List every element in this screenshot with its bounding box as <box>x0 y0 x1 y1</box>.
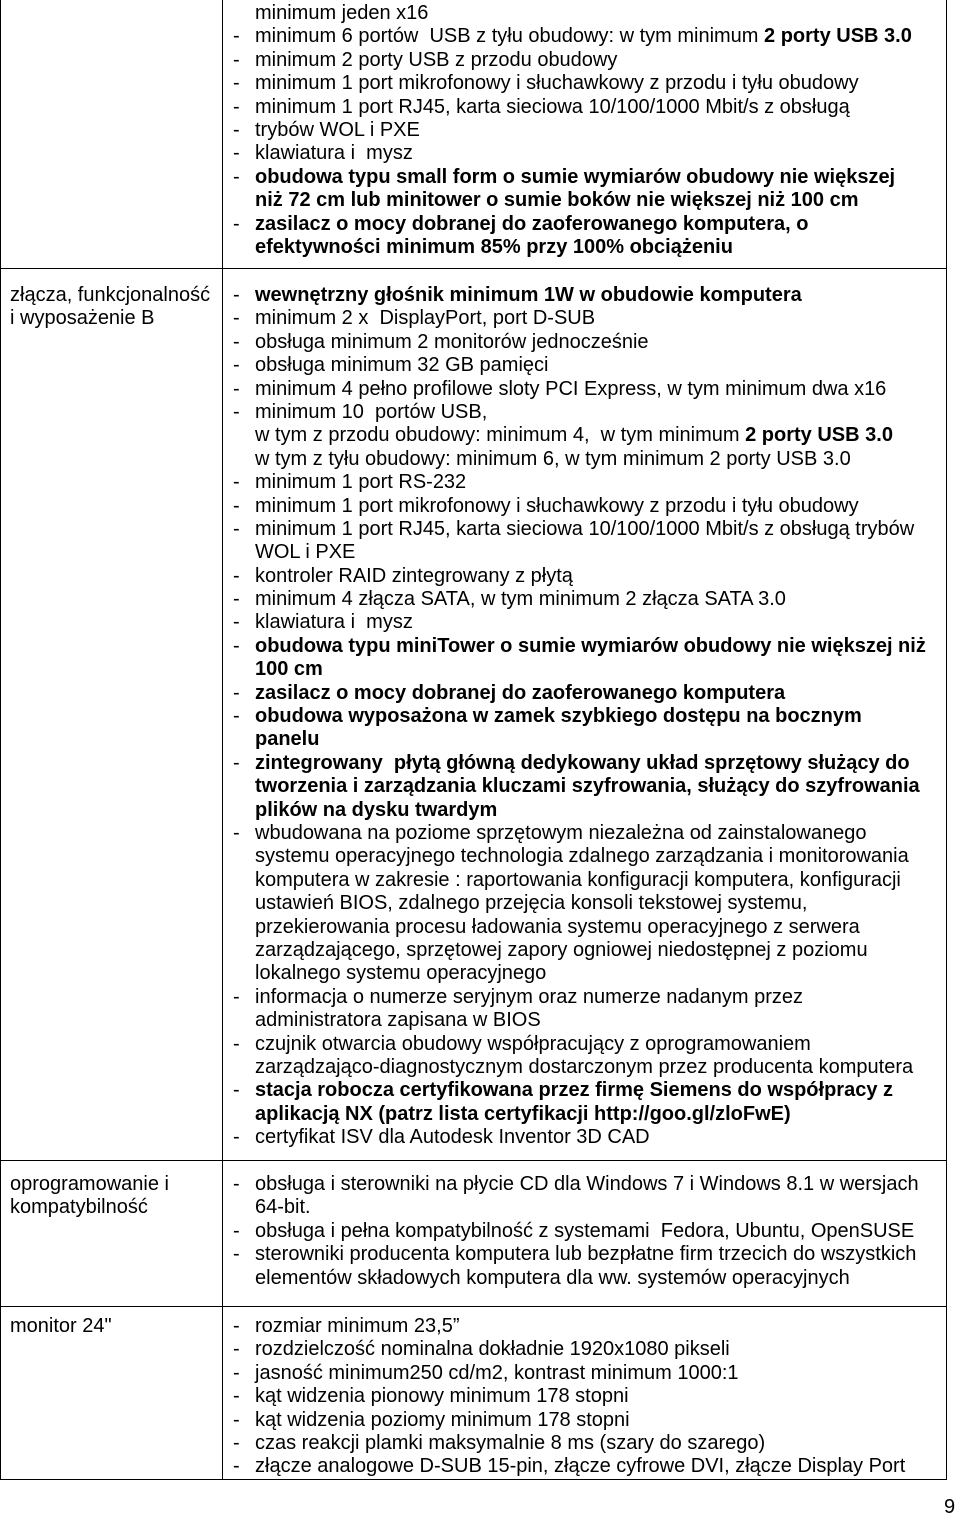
list-dash: - <box>233 1173 240 1195</box>
spec-line: w tym z tyłu obudowy: minimum 6, w tym minimum 2 porty USB 3.0 <box>255 447 851 470</box>
list-dash: - <box>233 72 240 95</box>
list-dash: - <box>233 1032 240 1055</box>
spec-line: minimum 10 portów USB, <box>255 400 488 423</box>
spec-item <box>223 471 946 494</box>
list-dash: - <box>233 611 240 634</box>
spec-line: trybów WOL i PXE <box>255 118 420 141</box>
spec-item <box>223 986 946 1033</box>
spec-item <box>223 331 946 354</box>
spec-item <box>223 1455 946 1478</box>
list-dash: - <box>233 471 240 494</box>
list-dash: - <box>233 1219 240 1242</box>
list-dash: - <box>233 212 240 235</box>
spec-line: rozdzielczość nominalna dokładnie 1920x1080 pikseli <box>255 1338 730 1361</box>
spec-item <box>223 378 946 401</box>
spec-item <box>223 25 946 48</box>
list-dash: - <box>233 307 240 330</box>
row-label <box>1 0 223 268</box>
list-dash: - <box>233 1126 240 1149</box>
list-dash: - <box>233 284 240 306</box>
spec-item <box>223 49 946 72</box>
list-dash: - <box>233 1385 240 1408</box>
list-dash: - <box>233 165 240 188</box>
spec-text: w tym z przodu obudowy: minimum 4, w tym minimum <box>255 424 746 447</box>
spec-line: klawiatura i mysz <box>255 142 413 165</box>
spec-line: komputera w zakresie : raportowania konfiguracji komputera, konfiguracji <box>255 868 901 891</box>
list-dash: - <box>233 400 240 423</box>
spec-line: plików na dysku twardym <box>255 798 498 821</box>
list-dash: - <box>233 142 240 165</box>
spec-item <box>223 96 946 119</box>
row-label-line: i wyposażenie B <box>10 307 155 330</box>
list-dash: - <box>233 1431 240 1454</box>
list-dash: - <box>233 564 240 587</box>
spec-list <box>223 1161 946 1306</box>
spec-item <box>223 1315 946 1338</box>
spec-item <box>223 495 946 518</box>
spec-item <box>223 588 946 611</box>
spec-line: wewnętrzny głośnik minimum 1W w obudowie komputera <box>255 284 802 306</box>
spec-item <box>223 2 946 25</box>
list-dash: - <box>233 1243 240 1266</box>
spec-line: wbudowana na poziome sprzętowym niezależna od zainstalowanego <box>255 821 867 844</box>
spec-text-bold: 2 porty USB 3.0 <box>764 25 912 48</box>
spec-line: minimum 1 port RS-232 <box>255 471 467 494</box>
spec-line: minimum 2 x DisplayPort, port D-SUB <box>255 307 596 330</box>
spec-line: minimum 2 porty USB z przodu obudowy <box>255 48 618 71</box>
spec-item <box>223 119 946 142</box>
spec-row <box>0 0 947 269</box>
spec-item <box>223 705 946 752</box>
list-dash: - <box>233 377 240 400</box>
spec-line: minimum 1 port RJ45, karta sieciowa 10/100/1000 Mbit/s z obsługą <box>255 95 850 118</box>
spec-item <box>223 682 946 705</box>
spec-line: stacja robocza certyfikowana przez firmę Siemens do współpracy z <box>255 1079 893 1102</box>
spec-line: efektywności minimum 85% przy 100% obciążeniu <box>255 235 733 258</box>
list-dash: - <box>233 588 240 611</box>
spec-line: minimum 4 złącza SATA, w tym minimum 2 złącza SATA 3.0 <box>255 588 786 611</box>
row-label-line: oprogramowanie i <box>10 1173 169 1195</box>
row-label <box>1 1161 223 1306</box>
spec-row <box>0 1307 947 1480</box>
list-dash: - <box>233 95 240 118</box>
spec-line: obudowa wyposażona w zamek szybkiego dostępu na bocznym <box>255 705 862 728</box>
spec-item <box>223 635 946 682</box>
list-dash: - <box>233 1079 240 1102</box>
spec-item <box>223 611 946 634</box>
list-dash: - <box>233 705 240 728</box>
row-label-line: złącza, funkcjonalność <box>10 284 211 306</box>
spec-line: czas reakcji plamki maksymalnie 8 ms (szary do szarego) <box>255 1431 766 1454</box>
spec-item <box>223 401 946 471</box>
spec-item <box>223 307 946 330</box>
spec-line: kontroler RAID zintegrowany z płytą <box>255 564 573 587</box>
list-dash: - <box>233 48 240 71</box>
spec-item <box>223 354 946 377</box>
spec-line <box>223 424 946 447</box>
list-dash: - <box>233 118 240 141</box>
spec-line: zasilacz o mocy dobranej do zaoferowanego komputera, o <box>255 212 809 235</box>
spec-item <box>223 1338 946 1361</box>
list-dash: - <box>233 821 240 844</box>
spec-line: administratora zapisana w BIOS <box>255 1009 541 1032</box>
spec-line: obsługa i sterowniki na płycie CD dla Windows 7 i Windows 8.1 w wersjach <box>255 1173 919 1195</box>
spec-line: tworzenia i zarządzania kluczami szyfrowania, służący do szyfrowania <box>255 775 920 798</box>
list-dash: - <box>233 354 240 377</box>
spec-line: elementów składowych komputera dla ww. systemów operacyjnych <box>255 1266 850 1289</box>
spec-line: zintegrowany płytą główną dedykowany układ sprzętowy służący do <box>255 751 910 774</box>
spec-line: ustawień BIOS, zdalnego przejęcia konsoli tekstowej systemu, <box>255 892 808 915</box>
list-dash: - <box>233 1408 240 1431</box>
spec-line: zasilacz o mocy dobranej do zaoferowanego komputera <box>255 681 786 704</box>
list-dash: - <box>233 985 240 1008</box>
spec-line: kąt widzenia poziomy minimum 178 stopni <box>255 1408 630 1431</box>
spec-item <box>223 518 946 565</box>
spec-item <box>223 1173 946 1220</box>
spec-line: aplikacją NX (patrz lista certyfikacji http://goo.gl/zloFwE) <box>255 1102 791 1125</box>
spec-item <box>223 1409 946 1432</box>
spec-item <box>223 284 946 307</box>
spec-line: minimum 1 port mikrofonowy i słuchawkowy z przodu i tyłu obudowy <box>255 494 859 517</box>
spec-item <box>223 565 946 588</box>
list-dash: - <box>233 1338 240 1361</box>
spec-line: czujnik otwarcia obudowy współpracujący z oprogramowaniem <box>255 1032 811 1055</box>
spec-line: kąt widzenia pionowy minimum 178 stopni <box>255 1385 629 1408</box>
spec-item <box>223 166 946 213</box>
spec-line: panelu <box>255 728 320 751</box>
spec-line: obsługa minimum 32 GB pamięci <box>255 354 549 377</box>
spec-line: złącze analogowe D-SUB 15-pin, złącze cyfrowe DVI, złącze Display Port <box>255 1455 906 1478</box>
spec-item <box>223 822 946 986</box>
list-dash: - <box>233 494 240 517</box>
spec-line: sterowniki producenta komputera lub bezpłatne firm trzecich do wszystkich <box>255 1243 917 1266</box>
spec-line: zarządzająco-diagnostycznym dostarczonym przez producenta komputera <box>255 1055 914 1078</box>
spec-row <box>0 1161 947 1307</box>
list-dash: - <box>233 1455 240 1478</box>
spec-line <box>223 25 946 48</box>
spec-line: zarządzającego, sprzętowej zapory ogniowej niedostępnej z poziomu <box>255 938 868 961</box>
list-dash: - <box>233 1361 240 1384</box>
spec-line: obudowa typu miniTower o sumie wymiarów obudowy nie większej niż <box>255 634 926 657</box>
spec-list <box>223 0 946 268</box>
spec-item <box>223 213 946 260</box>
spec-row <box>0 269 947 1161</box>
spec-line: klawiatura i mysz <box>255 611 413 634</box>
spec-line: WOL i PXE <box>255 541 356 564</box>
spec-line: przekierowania procesu ładowania systemu operacyjnego z serwera <box>255 915 860 938</box>
spec-item <box>223 1220 946 1243</box>
spec-item <box>223 1362 946 1385</box>
list-dash: - <box>233 1315 240 1337</box>
spec-line: informacja o numerze seryjnym oraz numerze nadanym przez <box>255 985 803 1008</box>
spec-line: 100 cm <box>255 658 323 681</box>
spec-line: niż 72 cm lub minitower o sumie boków nie większej niż 100 cm <box>255 189 859 212</box>
spec-line: systemu operacyjnego technologia zdalnego zarządzania i monitorowania <box>255 845 909 868</box>
spec-list <box>223 1307 946 1479</box>
spec-line: obsługa i pełna kompatybilność z systemami Fedora, Ubuntu, OpenSUSE <box>255 1219 915 1242</box>
spec-item <box>223 1126 946 1149</box>
spec-item <box>223 1033 946 1080</box>
list-dash: - <box>233 634 240 657</box>
row-label <box>1 269 223 1160</box>
row-label <box>1 1307 223 1479</box>
list-dash: - <box>233 681 240 704</box>
spec-line: 64-bit. <box>255 1196 311 1219</box>
spec-line: certyfikat ISV dla Autodesk Inventor 3D CAD <box>255 1126 650 1149</box>
row-label-line: kompatybilność <box>10 1196 148 1219</box>
spec-list <box>223 269 946 1160</box>
spec-line: minimum 1 port mikrofonowy i słuchawkowy z przodu i tyłu obudowy <box>255 72 859 95</box>
page-number: 9 <box>944 1496 956 1518</box>
spec-line: minimum jeden x16 <box>255 2 429 24</box>
list-dash: - <box>233 25 240 48</box>
row-label-line: monitor 24" <box>10 1315 112 1337</box>
spec-item <box>223 1079 946 1126</box>
list-dash: - <box>233 517 240 540</box>
spec-item <box>223 1432 946 1455</box>
spec-text-bold: 2 porty USB 3.0 <box>745 424 893 447</box>
spec-line: minimum 1 port RJ45, karta sieciowa 10/100/1000 Mbit/s z obsługą trybów <box>255 517 915 540</box>
spec-line: jasność minimum250 cd/m2, kontrast minimum 1000:1 <box>255 1361 739 1384</box>
spec-line: lokalnego systemu operacyjnego <box>255 962 547 985</box>
spec-line: rozmiar minimum 23,5” <box>255 1315 460 1337</box>
spec-item <box>223 1385 946 1408</box>
spec-line: obsługa minimum 2 monitorów jednocześnie <box>255 330 649 353</box>
spec-text: minimum 6 portów USB z tyłu obudowy: w tym minimum <box>255 25 765 48</box>
spec-line: obudowa typu small form o sumie wymiarów obudowy nie większej <box>255 165 896 188</box>
list-dash: - <box>233 330 240 353</box>
spec-item <box>223 72 946 95</box>
spec-item <box>223 142 946 165</box>
list-dash: - <box>233 751 240 774</box>
spec-line: minimum 4 pełno profilowe sloty PCI Express, w tym minimum dwa x16 <box>255 377 887 400</box>
spec-item <box>223 752 946 822</box>
spec-item <box>223 1243 946 1290</box>
